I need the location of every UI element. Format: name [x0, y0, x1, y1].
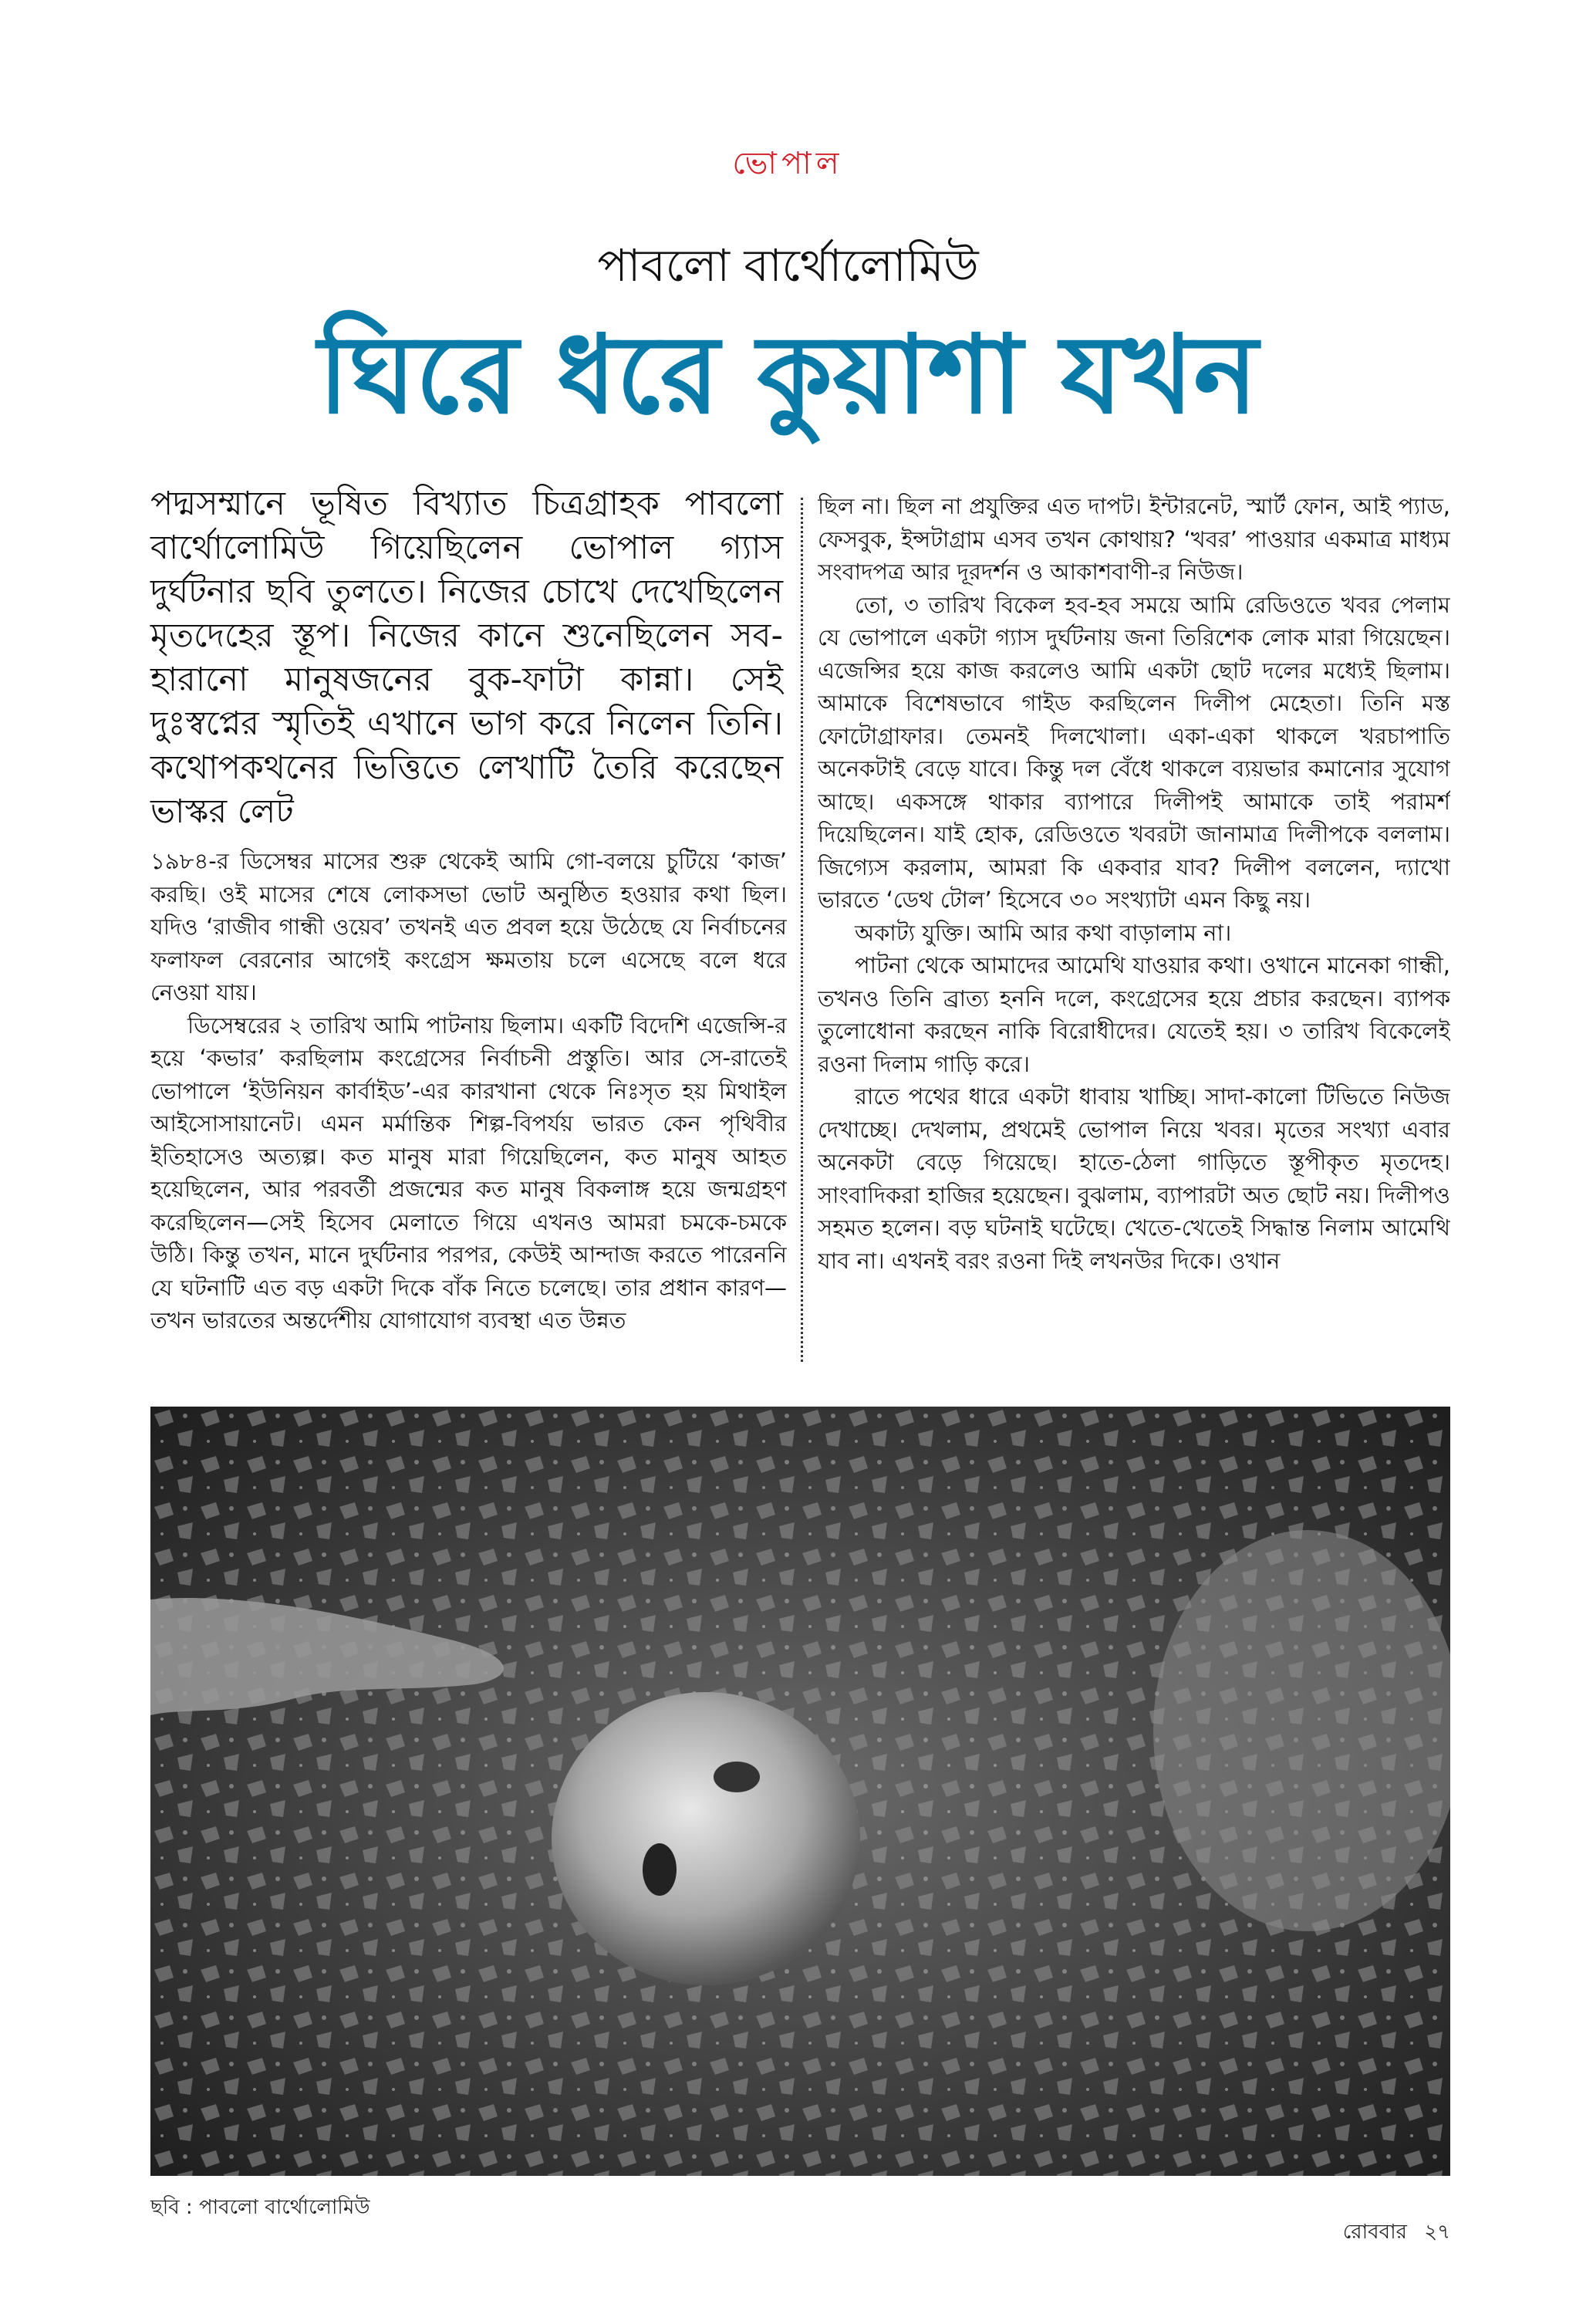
- photo-image: [150, 1407, 1450, 2176]
- body-paragraph: তো, ৩ তারিখ বিকেল হব-হব সময়ে আমি রেডিওতে খবর পেলাম যে ভোপালে একটা গ্যাস দুর্ঘটনায় জনা তিরিশেক লোক মারা গিয়েছেন। এজেন্সির হয়ে কাজ করলেও আমি একটা ছোট দলের মধ্যেই ছিলাম। আমাকে বিশেষভাবে গাইড করছিলেন দিলীপ মেহেতা। তিনি মস্ত ফোটোগ্রাফার। তেমনই দিলখোলা। একা-একা থাকলে খরচাপাতি অনেকটাই বেড়ে যাবে। কিন্তু দল বেঁধে থাকলে ব্যয়ভার কমানোর সুযোগ আছে। একসঙ্গে থাকার ব্যাপারে দিলীপই আমাকে তাই পরামর্শ দিয়েছিলেন। যাই হোক, রেডিওতে খবরটা জানামাত্র দিলীপকে বললাম। জিগ্যেস করলাম, আমরা কি একবার যাব? দিলীপ বললেন, দ্যাখো ভারতে ‘ডেথ টোল’ হিসেবে ৩০ সংখ্যাটা এমন কিছু নয়।: [818, 591, 1450, 913]
- body-column-left: [150, 845, 787, 1370]
- body-paragraph: ছিল না। ছিল না প্রযুক্তির এত দাপট। ইন্টারনেট, স্মার্ট ফোন, আই প্যাড, ফেসবুক, ইন্সটাগ্রাম এসব তখন কোথায়? ‘খবর’ পাওয়ার একমাত্র মাধ্যম সংবাদপত্র আর দূরদর্শন ও আকাশবাণী-র নিউজ।: [818, 493, 1450, 585]
- magazine-name: রোববার: [1342, 2221, 1407, 2244]
- author-name: পাবলো বার্থোলোমিউ: [597, 239, 979, 292]
- page-number: ২৭: [1424, 2221, 1450, 2244]
- body-paragraph: ডিসেম্বরের ২ তারিখ আমি পাটনায় ছিলাম। একটি বিদেশি এজেন্সি-র হয়ে ‘কভার’ করছিলাম কংগ্রেসের নির্বাচনী প্রস্তুতি। আর সে-রাতেই ভোপালে ‘ইউনিয়ন কার্বাইড’-এর কারখানা থেকে নিঃসৃত হয় মিথাইল আইসোসায়ানেট। এমন মর্মান্তিক শিল্প-বিপর্যয় ভারত কেন পৃথিবীর ইতিহাসেও অত্যল্প। কত মানুষ মারা গিয়েছিলেন, কত মানুষ আহত হয়েছিলেন, আর পরবর্তী প্রজন্মের কত মানুষ বিকলাঙ্গ হয়ে জন্মগ্রহণ করেছিলেন—সেই হিসেব মেলাতে গিয়ে এখনও আমরা চমকে-চমকে উঠি। কিন্তু তখন, মানে দুর্ঘটনার পরপর, কেউই আন্দাজ করতে পারেননি যে ঘটনাটি এত বড় একটা দিকে বাঁক নিতে চলেছে। তার প্রধান কারণ—তখন ভারতের অন্তর্দেশীয় যোগাযোগ ব্যবস্থা এত উন্নত: [150, 1012, 787, 1333]
- body-paragraph: ১৯৮৪-র ডিসেম্বর মাসের শুরু থেকেই আমি গো-বলয়ে চুটিয়ে ‘কাজ’ করছি। ওই মাসের শেষে লোকসভা ভোট অনুষ্ঠিত হওয়ার কথা ছিল। যদিও ‘রাজীব গান্ধী ওয়েব’ তখনই এত প্রবল হয়ে উঠেছে যে নির্বাচনের ফলাফল বেরনোর আগেই কংগ্রেস ক্ষমতায় চলে এসেছে বলে ধরে নেওয়া যায়।: [150, 848, 787, 1005]
- body-paragraph: রাতে পথের ধারে একটা ধাবায় খাচ্ছি। সাদা-কালো টিভিতে নিউজ দেখাচ্ছে। দেখলাম, প্রথমেই ভোপাল নিয়ে খবর। মৃতের সংখ্যা এবার অনেকটা বেড়ে গিয়েছে। হাতে-ঠেলা গাড়িতে স্তূপীকৃত মৃতদেহ। সাংবাদিকরা হাজির হয়েছেন। বুঝলাম, ব্যাপারটা অত ছোট নয়। দিলীপও সহমত হলেন। বড় ঘটনাই ঘটেছে। খেতে-খেতেই সিদ্ধান্ত নিলাম আমেথি যাব না। এখনই বরং রওনা দিই লখনউর দিকে। ওখান: [818, 1083, 1450, 1274]
- body-paragraph: অকাট্য যুক্তি। আমি আর কথা বাড়ালাম না।: [855, 919, 1232, 946]
- article-title: ঘিরে ধরে কুয়াশা যখন: [318, 312, 1258, 438]
- section-label: ভোপাল: [732, 146, 844, 181]
- photo-caption: ছবি : পাবলো বার্থোলোমিউ: [150, 2196, 370, 2219]
- article-photo: [150, 1407, 1450, 2176]
- face-shape: [552, 1692, 860, 1985]
- column-divider: [801, 498, 803, 1362]
- body-paragraph: পাটনা থেকে আমাদের আমেথি যাওয়ার কথা। ওখানে মানেকা গান্ধী, তখনও তিনি ব্রাত্য হননি দলে, কংগ্রেসের হয়ে প্রচার করছেন। ব্যাপক তুলোধোনা করছেন নাকি বিরোধীদের। যেতেই হয়। ৩ তারিখ বিকেলেই রওনা দিলাম গাড়ি করে।: [818, 952, 1450, 1077]
- page-folio: [1343, 2216, 1450, 2250]
- fog-area: [1153, 1530, 1450, 1931]
- article-intro: পদ্মসম্মানে ভূষিত বিখ্যাত চিত্রগ্রাহক পাবলো বার্থোলোমিউ গিয়েছিলেন ভোপাল গ্যাস দুর্ঘটনার ছবি তুলতে। নিজের চোখে দেখেছিলেন মৃতদেহের স্তূপ। নিজের কানে শুনেছিলেন সব-হারানো মানুষজনের বুক-ফাটা কান্না। সেই দুঃস্বপ্নের স্মৃতিই এখানে ভাগ করে নিলেন তিনি। কথোপকথনের ভিত্তিতে লেখাটি তৈরি করেছেন ভাস্কর লেট: [150, 485, 783, 831]
- body-column-right: [818, 490, 1450, 1370]
